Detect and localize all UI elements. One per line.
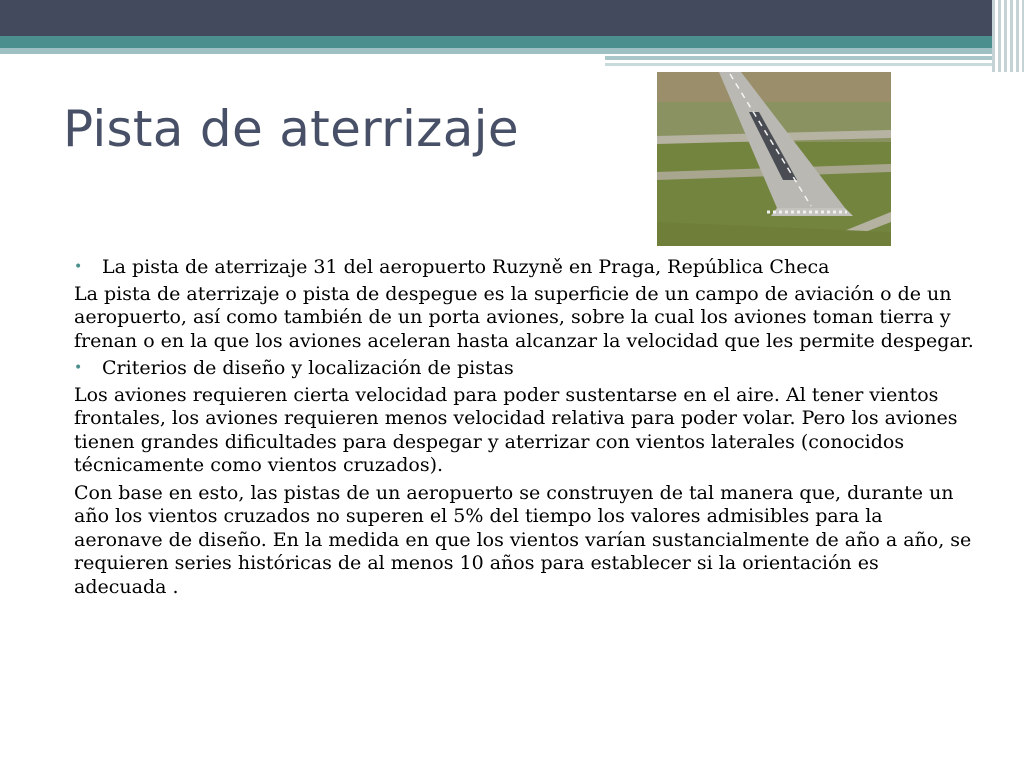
- paragraph: Con base en esto, las pistas de un aeropuerto se construyen de tal manera que, durante un año los vientos cruzados no superen el 5% del tiempo los valores admisibles para la aeronave de diseño. En la medida en que los vientos varían sustancialmente de año a año, se requieren series históricas de al menos 10 años para establecer si la orientación es adecuada .: [74, 481, 972, 598]
- header-accent-line-short: [605, 56, 1024, 60]
- header-band: [0, 0, 1024, 36]
- paragraph: La pista de aterrizaje o pista de despegue es la superficie de un campo de aviación o de un aeropuerto, así como también de un porta aviones, sobre la cual los aviones toman tierra y frenan o en la que los aviones aceleran hasta alcanzar la velocidad que les permite despegar.: [74, 282, 974, 352]
- header-stripes: [992, 0, 1024, 72]
- header-accent-line: [0, 48, 1010, 54]
- bullet-icon: •: [74, 259, 83, 275]
- bullet-text: Criterios de diseño y localización de pistas: [102, 357, 514, 379]
- slide-title: Pista de aterrizaje: [63, 100, 519, 158]
- header-teal-band: [0, 36, 1024, 48]
- bullet-icon: •: [74, 360, 83, 376]
- bullet-text: La pista de aterrizaje 31 del aeropuerto Ruzyně en Praga, República Checa: [102, 256, 830, 278]
- header-accent-line-thin: [605, 63, 1005, 66]
- runway-photo: [657, 72, 891, 246]
- bullet-item: [74, 256, 974, 280]
- bullet-item: [74, 357, 974, 381]
- slide-body: [74, 256, 974, 603]
- paragraph: Los aviones requieren cierta velocidad para poder sustentarse en el aire. Al tener vientos frontales, los aviones requieren menos velocidad relativa para poder volar. Pero los aviones tienen grandes dificultades para despegar y aterrizar con vientos laterales (conocidos técnicamente como vientos cruzados).: [74, 383, 958, 476]
